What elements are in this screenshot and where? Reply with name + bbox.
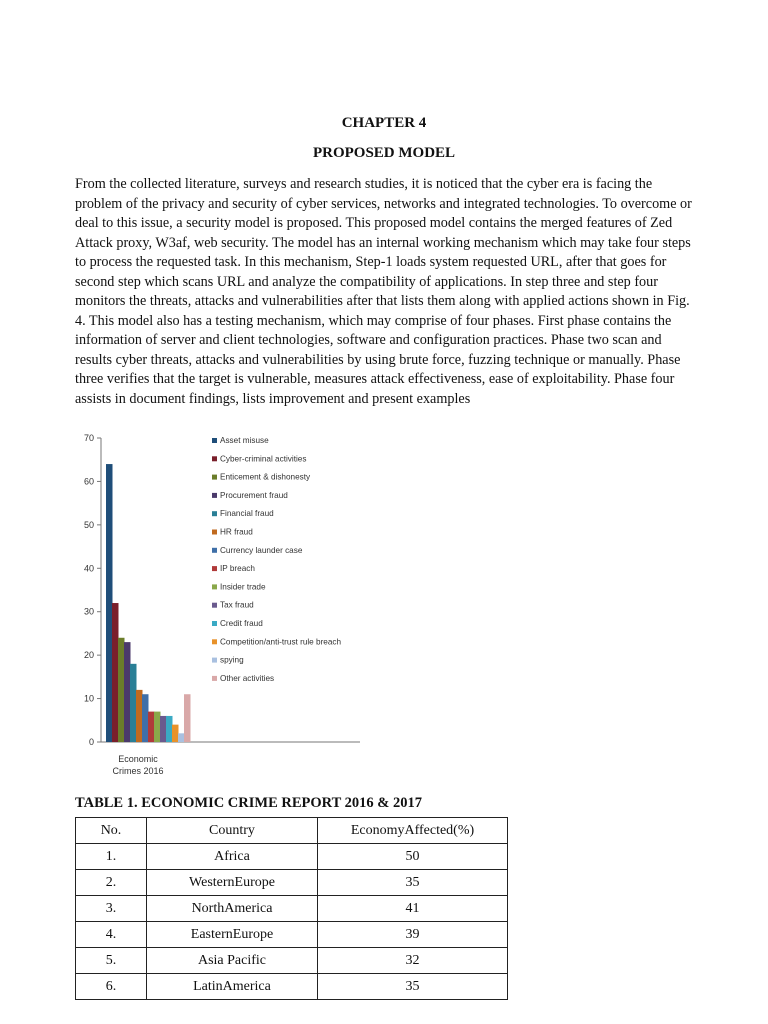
legend-label: HR fraud bbox=[220, 527, 253, 537]
legend-swatch bbox=[212, 530, 217, 535]
header-country: Country bbox=[147, 818, 318, 844]
bar bbox=[130, 664, 137, 742]
cell-country: Asia Pacific bbox=[147, 948, 318, 974]
legend-swatch bbox=[212, 475, 217, 480]
bar bbox=[142, 694, 149, 742]
legend-swatch bbox=[212, 438, 217, 443]
cell-economy-affected: 35 bbox=[318, 870, 508, 896]
legend-label: Asset misuse bbox=[220, 436, 269, 445]
table-row bbox=[76, 948, 508, 974]
table-header-row bbox=[76, 818, 508, 844]
legend-label: Competition/anti-trust rule breach bbox=[220, 637, 342, 647]
table-row bbox=[76, 870, 508, 896]
legend-swatch bbox=[212, 621, 217, 626]
bar bbox=[154, 712, 161, 742]
legend-swatch bbox=[212, 639, 217, 644]
cell-country: LatinAmerica bbox=[147, 974, 318, 1000]
bar bbox=[172, 725, 179, 742]
x-category-label: Crimes 2016 bbox=[112, 766, 164, 776]
cell-economy-affected: 35 bbox=[318, 974, 508, 1000]
table-caption: TABLE 1. ECONOMIC CRIME REPORT 2016 & 2017 bbox=[75, 795, 422, 811]
cell-country: NorthAmerica bbox=[147, 896, 318, 922]
legend-label: IP breach bbox=[220, 564, 255, 574]
cell-no: 1. bbox=[76, 844, 147, 870]
cell-no: 2. bbox=[76, 870, 147, 896]
legend-label: Procurement fraud bbox=[220, 490, 288, 500]
bar bbox=[136, 690, 143, 742]
x-category-label: Economic bbox=[118, 754, 158, 764]
bar bbox=[148, 712, 155, 742]
cell-economy-affected: 41 bbox=[318, 896, 508, 922]
cell-no: 6. bbox=[76, 974, 147, 1000]
legend-label: Cyber-criminal activities bbox=[220, 454, 307, 464]
y-tick-label: 60 bbox=[83, 476, 94, 487]
y-tick-label: 50 bbox=[83, 519, 94, 530]
bar bbox=[178, 733, 185, 742]
economic-crime-table bbox=[75, 817, 508, 1000]
cell-no: 5. bbox=[76, 948, 147, 974]
table-row bbox=[76, 844, 508, 870]
header-economy-affected: EconomyAffected(%) bbox=[318, 818, 508, 844]
cell-country: EasternEurope bbox=[147, 922, 318, 948]
legend-swatch bbox=[212, 676, 217, 681]
economic-crimes-chart bbox=[70, 430, 370, 782]
legend-label: Other activities bbox=[220, 673, 275, 683]
bar bbox=[124, 642, 131, 742]
legend-label: Enticement & dishonesty bbox=[220, 472, 311, 482]
legend-swatch bbox=[212, 584, 217, 589]
bar bbox=[112, 603, 119, 742]
cell-economy-affected: 39 bbox=[318, 922, 508, 948]
chapter-heading: CHAPTER 4 bbox=[341, 115, 427, 131]
bar bbox=[118, 638, 125, 742]
legend-swatch bbox=[212, 603, 217, 608]
legend-label: Currency launder case bbox=[220, 545, 303, 555]
cell-no: 3. bbox=[76, 896, 147, 922]
legend-swatch bbox=[212, 511, 217, 516]
section-title: PROPOSED MODEL bbox=[312, 145, 456, 161]
legend-label: Financial fraud bbox=[220, 509, 274, 519]
header-no: No. bbox=[76, 818, 147, 844]
bar bbox=[160, 716, 167, 742]
cell-no: 4. bbox=[76, 922, 147, 948]
table-row bbox=[76, 974, 508, 1000]
cell-economy-affected: 32 bbox=[318, 948, 508, 974]
cell-economy-affected: 50 bbox=[318, 844, 508, 870]
y-tick-label: 40 bbox=[83, 563, 94, 574]
legend-label: spying bbox=[220, 655, 244, 665]
legend-swatch bbox=[212, 493, 217, 498]
bar bbox=[166, 716, 173, 742]
y-tick-label: 0 bbox=[88, 737, 94, 747]
body-paragraph: From the collected literature, surveys and research studies, it is noticed that the cyber era is facing the problem of the privacy and security of cyber services, networks and integrated technologies. To overcome or deal to this issue, a security model is proposed. This proposed model contains the merged features of Zed Attack proxy, W3af, web security. The model has an internal working mechanism which may take four steps to process the requested task. In this mechanism, Step-1 loads system requested URL, after that goes for second step which scans URL and analyze the compatibility of applications. In step three and step four monitors the threats, attacks and vulnerabilities after that lists them along with applied actions shown in Fig. 4. This model also has a testing mechanism, which may comprise of four phases. First phase contains the information of server and client technologies, software and configuration practices. Phase two scan and results cyber threats, attacks and vulnerabilities by using brute force, fuzzing technique or manually. Phase three verifies that the target is vulnerable, measures attack effectiveness, ease of exploitability. Phase four assists in document findings, lists improvement and present examples bbox=[75, 176, 692, 407]
y-tick-label: 20 bbox=[83, 650, 94, 661]
legend-swatch bbox=[212, 548, 217, 553]
cell-country: WesternEurope bbox=[147, 870, 318, 896]
legend-label: Tax fraud bbox=[220, 600, 254, 610]
bar bbox=[184, 694, 191, 742]
legend-label: Credit fraud bbox=[220, 619, 263, 628]
chart-svg bbox=[70, 430, 370, 782]
legend-swatch bbox=[212, 658, 217, 663]
legend-swatch bbox=[212, 566, 217, 571]
y-tick-label: 30 bbox=[83, 606, 94, 617]
table-row bbox=[76, 896, 508, 922]
y-tick-label: 10 bbox=[83, 693, 94, 704]
bar bbox=[106, 464, 113, 742]
legend-swatch bbox=[212, 456, 217, 461]
legend-label: Insider trade bbox=[220, 582, 266, 592]
y-tick-label: 70 bbox=[83, 433, 94, 443]
cell-country: Africa bbox=[147, 844, 318, 870]
table-row bbox=[76, 922, 508, 948]
